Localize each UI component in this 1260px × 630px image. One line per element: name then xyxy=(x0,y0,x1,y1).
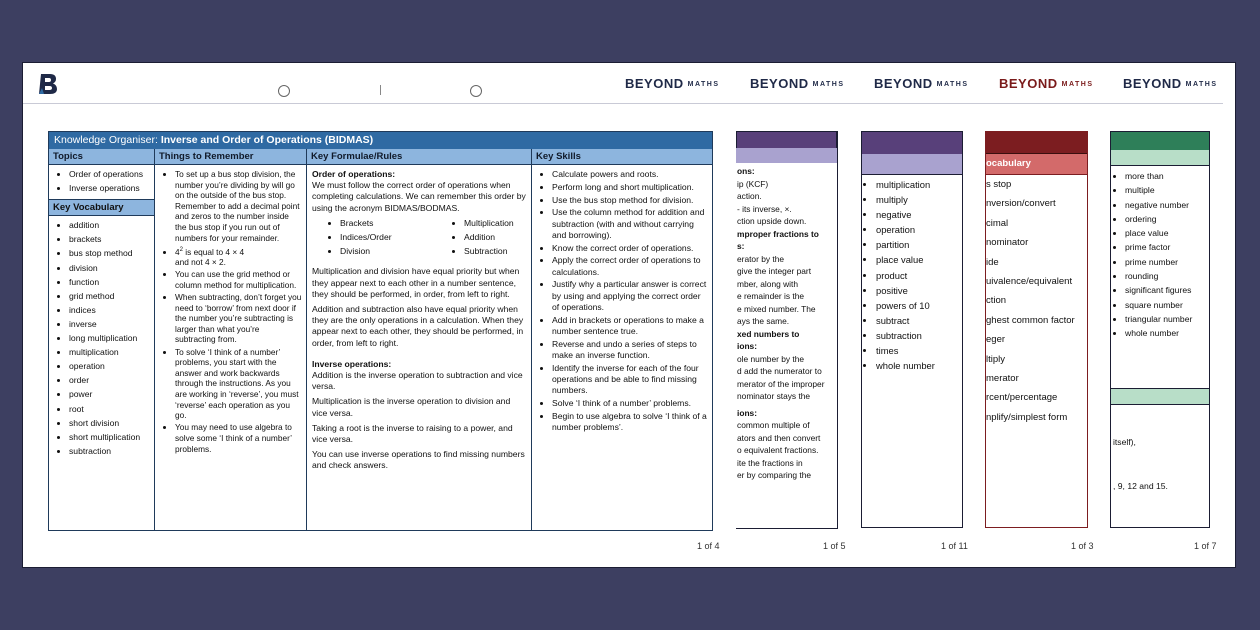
list-item: • Apply the correct order of operations to calculations. xyxy=(552,255,708,277)
list-item: • function xyxy=(69,277,150,288)
list-item: • grid method xyxy=(69,291,150,302)
list-item: • brackets xyxy=(69,234,150,245)
knowledge-organiser-page3[interactable] xyxy=(861,131,963,528)
list-item: • significant figures xyxy=(1125,285,1192,296)
list-item: • When subtracting, don’t forget you need to ‘borrow’ from next door if the number you’re subtracting is larger than what you’re subtracting from. xyxy=(175,292,302,345)
list-item: • place value xyxy=(1125,228,1192,239)
list-item: • Solve ‘I think of a number’ problems. xyxy=(552,398,708,409)
purple-header-bar xyxy=(862,154,962,175)
vocab-list xyxy=(1111,167,1194,343)
page-number-4: 1 of 3 xyxy=(1071,541,1094,551)
list-item: • ordering xyxy=(1125,214,1192,225)
page-number-5: 1 of 7 xyxy=(1194,541,1217,551)
list-item: • Reverse and undo a series of steps to make an inverse function. xyxy=(552,339,708,361)
list-item: • Perform long and short multiplication. xyxy=(552,182,708,193)
list-item: nplify/simplest form xyxy=(986,411,1068,423)
list-item: ltiply xyxy=(986,353,1006,365)
list-item: • $4^2$ is equal to 4 × 4 and not 4 × 2. xyxy=(175,245,302,268)
page-number-2: 1 of 5 xyxy=(823,541,846,551)
list-item: • addition xyxy=(69,220,150,231)
list-item: • times xyxy=(876,345,935,357)
skills-header: Key Skills xyxy=(532,149,712,165)
text-fragment: itself), xyxy=(1113,437,1136,447)
radio-option-2[interactable] xyxy=(470,85,482,97)
brand-logo-page1: BEYOND MATHS xyxy=(625,76,720,91)
list-item: • operation xyxy=(69,361,150,372)
document-viewer-panel xyxy=(22,62,1236,568)
list-item: cimal xyxy=(986,217,1009,229)
vocab-list xyxy=(49,216,154,457)
list-item: • partition xyxy=(876,239,935,251)
brand-logo-page3: BEYOND MATHS xyxy=(874,76,969,91)
list-item: ghest common factor xyxy=(986,314,1075,326)
page-number-3: 1 of 11 xyxy=(941,541,968,551)
list-item: • subtraction xyxy=(69,446,150,457)
list-item: • bus stop method xyxy=(69,248,150,259)
purple-title-bar xyxy=(862,131,962,155)
list-item: • Order of operations xyxy=(69,169,150,180)
list-item: • negative xyxy=(876,209,935,221)
list-item: • short multiplication xyxy=(69,432,150,443)
list-item: • multiple xyxy=(1125,185,1192,196)
list-item: • Division xyxy=(340,246,440,257)
list-item: • root xyxy=(69,404,150,415)
list-item: nversion/convert xyxy=(986,198,1056,210)
bidmas-list xyxy=(312,218,526,261)
list-item: • whole number xyxy=(876,360,935,372)
header-divider xyxy=(23,103,1223,104)
list-item: • Use the bus stop method for division. xyxy=(552,195,708,206)
knowledge-organiser-page1[interactable] xyxy=(48,131,713,531)
list-item: • power xyxy=(69,389,150,400)
list-item: • indices xyxy=(69,305,150,316)
list-item: ction xyxy=(986,295,1007,307)
list-item: • order xyxy=(69,375,150,386)
list-item: • inverse xyxy=(69,319,150,330)
list-item: • triangular number xyxy=(1125,314,1192,325)
list-item: • Calculate powers and roots. xyxy=(552,169,708,180)
purple-header-bar xyxy=(736,148,837,163)
list-item: • You may need to use algebra to solve some ‘I think of a number’ problems. xyxy=(175,422,302,454)
maroon-title-bar xyxy=(986,131,1087,154)
vocab-list xyxy=(986,175,1075,427)
list-item: • prime number xyxy=(1125,257,1192,268)
vocab-list xyxy=(862,175,937,375)
skills-column xyxy=(532,149,712,530)
list-item: • Inverse operations xyxy=(69,183,150,194)
list-item: • more than xyxy=(1125,171,1192,182)
list-item: • multiply xyxy=(876,194,935,206)
green-section-bar xyxy=(1111,388,1209,405)
organiser-title: Knowledge Organiser: Inverse and Order of Operations (BIDMAS) xyxy=(49,132,712,149)
beyond-b-logo[interactable] xyxy=(37,71,59,97)
brand-logo-page2: BEYOND MATHS xyxy=(750,76,845,91)
list-item: • Addition xyxy=(464,232,514,243)
brand-logo-page5: BEYOND MATHS xyxy=(1123,76,1218,91)
list-item: eger xyxy=(986,334,1006,346)
list-item: • whole number xyxy=(1125,328,1192,339)
knowledge-organiser-page5[interactable] xyxy=(1110,131,1210,528)
list-item: • product xyxy=(876,270,935,282)
list-item: • Use the column method for addition and subtraction (with and without carrying and borrowing). xyxy=(552,207,708,241)
text-fragment: , 9, 12 and 15. xyxy=(1113,481,1168,491)
list-item: ide xyxy=(986,256,999,268)
list-item: • Indices/Order xyxy=(340,232,440,243)
page-number-1: 1 of 4 xyxy=(697,541,720,551)
fractions-text: ons: ip (KCF) action. - its inverse, ×. ction upside down. mproper fractions to s: erator by the give the integer part mber, along with e remainder is the e mixed number. The ays the same. xed numbers to ions: ole number by the d add the numerator to merator of the improper nominator stays the ions: common multiple of ators and then convert o equivalent fractions. ite the fractions in er by comparing the xyxy=(737,166,825,480)
list-item: • place value xyxy=(876,254,935,266)
divider-tick xyxy=(380,85,381,95)
radio-option-1[interactable] xyxy=(278,85,290,97)
list-item: • multiplication xyxy=(69,347,150,358)
list-item: nominator xyxy=(986,237,1029,249)
list-item: • negative number xyxy=(1125,200,1192,211)
list-item: • prime factor xyxy=(1125,242,1192,253)
list-item: • Brackets xyxy=(340,218,440,229)
formulae-text: Order of operations: We must follow the correct order of operations when completing calculations. We can remember this order by using the acronym BIDMAS/BODMAS. • Brackets • Indices/Order • Division • Multiplication • Addition • Subtraction Multiplication and division have equal priority but when they appear next to each other in a number sentence, they should be performed, in order, from left to right. Addition and subtraction also have equal priority when they are the only operations in a calculation. When they appear next to each other, they should be performed, in order, from left to right. Inverse operations: Addition is the inverse operation to subtraction and vice versa. Multiplication is the inverse operation to division and vice versa. Taking a root is the inverse to raising to a power, and vice versa. You can use inverse operations to find missing numbers and check answers. xyxy=(307,165,531,472)
list-item: • To set up a bus stop division, the number you’re dividing by will go on the outside of the bus stop. Remember to add a decimal point and zeros to the number inside the bus stop if you run out of numbers for your remainder. xyxy=(175,169,302,243)
list-item: • square number xyxy=(1125,300,1192,311)
list-item: s stop xyxy=(986,179,1012,190)
green-header-bar xyxy=(1111,150,1209,166)
list-item: • multiplication xyxy=(876,179,935,191)
list-item: rcent/percentage xyxy=(986,392,1058,404)
list-item: • powers of 10 xyxy=(876,300,935,312)
list-item: merator xyxy=(986,373,1019,385)
vocab-header: Key Vocabulary xyxy=(49,199,154,216)
topics-header: Topics xyxy=(49,149,154,165)
list-item: uivalence/equivalent xyxy=(986,276,1073,288)
list-item: • positive xyxy=(876,285,935,297)
list-item: • To solve ‘I think of a number’ problems, you start with the answer and work backwards through the instructions. As you are working in ‘reverse’, you must ‘reverse’ each operation as you go. xyxy=(175,347,302,421)
remember-list xyxy=(155,165,306,454)
skills-list xyxy=(532,165,712,433)
knowledge-organiser-page4[interactable] xyxy=(985,131,1088,528)
remember-column xyxy=(155,149,307,530)
list-item: • division xyxy=(69,263,150,274)
green-title-bar xyxy=(1111,131,1209,151)
knowledge-organiser-page2[interactable] xyxy=(736,131,838,529)
brand-logo-page4: BEYOND MATHS xyxy=(999,76,1094,91)
list-item: • long multiplication xyxy=(69,333,150,344)
purple-title-bar xyxy=(736,131,837,149)
formulae-header: Key Formulae/Rules xyxy=(307,149,531,165)
remember-header: Things to Remember xyxy=(155,149,306,165)
list-item: • Justify why a particular answer is correct by using and applying the correct order of operations. xyxy=(552,279,708,313)
list-item: • Know the correct order of operations. xyxy=(552,243,708,254)
topics-column xyxy=(49,149,155,530)
list-item: • Multiplication xyxy=(464,218,514,229)
formulae-column xyxy=(307,149,532,530)
vocab-header: ocabulary xyxy=(986,154,1087,175)
list-item: • rounding xyxy=(1125,271,1192,282)
list-item: • subtraction xyxy=(876,330,935,342)
list-item: • operation xyxy=(876,224,935,236)
topics-list xyxy=(49,165,154,194)
list-item: • subtract xyxy=(876,315,935,327)
list-item: • short division xyxy=(69,418,150,429)
list-item: • Begin to use algebra to solve ‘I think of a number problems’. xyxy=(552,411,708,433)
list-item: • Identify the inverse for each of the four operations and be able to find missing numbers. xyxy=(552,363,708,397)
list-item: • Add in brackets or operations to make a number sentence true. xyxy=(552,315,708,337)
list-item: • You can use the grid method or column method for multiplication. xyxy=(175,269,302,290)
list-item: • Subtraction xyxy=(464,246,514,257)
